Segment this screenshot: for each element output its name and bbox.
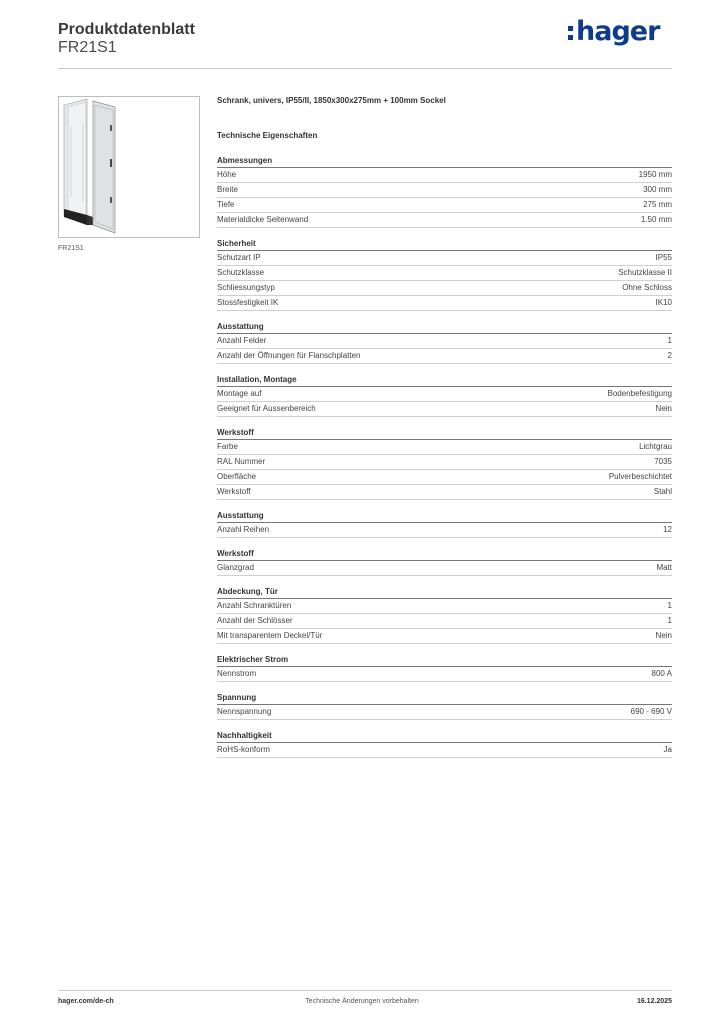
property-label: Anzahl Felder (217, 336, 267, 345)
section-title: Werkstoff (217, 548, 672, 561)
property-value: IP55 (655, 253, 672, 262)
section-title: Ausstattung (217, 510, 672, 523)
property-row (217, 168, 672, 183)
property-value: Nein (655, 631, 672, 640)
property-label: Schutzklasse (217, 268, 265, 277)
property-row (217, 523, 672, 538)
property-label: Mit transparentem Deckel/Tür (217, 631, 323, 640)
property-section (217, 654, 672, 682)
property-value: 275 mm (643, 200, 672, 209)
property-label: Tiefe (217, 200, 235, 209)
property-value: 2 (667, 351, 672, 360)
property-section (217, 548, 672, 576)
property-label: Anzahl Schranktüren (217, 601, 292, 610)
property-section (217, 692, 672, 720)
property-row (217, 251, 672, 266)
section-title: Nachhaltigkeit (217, 730, 672, 743)
product-details (217, 95, 672, 758)
property-value: Pulverbeschichtet (608, 472, 672, 481)
logo-text: hager (576, 15, 660, 47)
page-title: Produktdatenblatt (58, 21, 195, 38)
property-label: RAL Nummer (217, 457, 266, 466)
property-row (217, 705, 672, 720)
property-label: Werkstoff (217, 487, 251, 496)
product-image (58, 96, 200, 238)
property-label: Schutzart IP (217, 253, 261, 262)
property-label: Geeignet für Aussenbereich (217, 404, 316, 413)
property-label: Farbe (217, 442, 238, 451)
section-title: Installation, Montage (217, 374, 672, 387)
property-section (217, 586, 672, 644)
image-caption: FR21S1 (58, 245, 84, 252)
cabinet-illustration-icon (59, 97, 199, 237)
property-label: RoHS-konform (217, 745, 270, 754)
property-label: Breite (217, 185, 238, 194)
property-section (217, 374, 672, 417)
property-label: Glanzgrad (217, 563, 254, 572)
property-row (217, 485, 672, 500)
property-row (217, 281, 672, 296)
header-divider (58, 68, 672, 69)
property-label: Höhe (217, 170, 237, 179)
section-title: Spannung (217, 692, 672, 705)
property-section (217, 730, 672, 758)
product-code: FR21S1 (58, 39, 117, 56)
property-label: Anzahl der Öffnungen für Flanschplatten (217, 351, 361, 360)
properties-sections (217, 155, 672, 758)
property-row (217, 213, 672, 228)
property-value: Lichtgrau (639, 442, 672, 451)
property-value: 1.50 mm (640, 215, 672, 224)
footer-website: hager.com/de-ch (58, 998, 114, 1005)
property-section (217, 321, 672, 364)
property-value: Stahl (653, 487, 672, 496)
property-label: Anzahl Reihen (217, 525, 270, 534)
property-row (217, 455, 672, 470)
property-row (217, 470, 672, 485)
property-section (217, 238, 672, 311)
property-value: 7035 (654, 457, 672, 466)
footer-note: Technische Änderungen vorbehalten (305, 998, 419, 1005)
property-label: Schliessungstyp (217, 283, 275, 292)
property-row (217, 387, 672, 402)
section-title: Elektrischer Strom (217, 654, 672, 667)
property-label: Stossfestigkeit IK (217, 298, 279, 307)
property-row (217, 743, 672, 758)
property-row (217, 614, 672, 629)
property-row (217, 349, 672, 364)
section-title: Sicherheit (217, 238, 672, 251)
property-row (217, 561, 672, 576)
property-row (217, 183, 672, 198)
product-name: Schrank, univers, IP55/II, 1850x300x275mm + 100mm Sockel (217, 96, 446, 105)
property-label: Montage auf (217, 389, 262, 398)
footer-divider (58, 990, 672, 991)
property-section (217, 427, 672, 500)
property-row (217, 667, 672, 682)
property-row (217, 296, 672, 311)
property-label: Materialdicke Seitenwand (217, 215, 309, 224)
property-row (217, 266, 672, 281)
property-value: Ohne Schloss (622, 283, 672, 292)
property-label: Nennstrom (217, 669, 257, 678)
property-label: Oberfläche (217, 472, 257, 481)
property-value: 1 (667, 601, 672, 610)
logo-dots-icon (568, 26, 573, 40)
property-label: Nennspannung (217, 707, 272, 716)
property-row (217, 402, 672, 417)
footer-date: 16.12.2025 (636, 998, 672, 1005)
property-section (217, 155, 672, 228)
property-row (217, 334, 672, 349)
property-value: 12 (663, 525, 672, 534)
property-value: 1 (667, 616, 672, 625)
property-value: Schutzklasse II (618, 268, 672, 277)
property-row (217, 599, 672, 614)
section-title: Abmessungen (217, 155, 672, 168)
section-title: Werkstoff (217, 427, 672, 440)
property-label: Anzahl der Schlösser (217, 616, 293, 625)
property-value: 800 A (651, 669, 672, 678)
property-value: Bodenbefestigung (607, 389, 672, 398)
property-row (217, 198, 672, 213)
property-value: IK10 (655, 298, 672, 307)
property-value: 690 - 690 V (630, 707, 672, 716)
property-row (217, 629, 672, 644)
tech-properties-heading: Technische Eigenschaften (217, 131, 318, 140)
section-title: Abdeckung, Tür (217, 586, 672, 599)
property-row (217, 440, 672, 455)
property-section (217, 510, 672, 538)
hager-logo (568, 14, 659, 48)
property-value: Nein (655, 404, 672, 413)
property-value: Matt (656, 563, 672, 572)
property-value: 300 mm (643, 185, 672, 194)
property-value: 1950 mm (638, 170, 672, 179)
section-title: Ausstattung (217, 321, 672, 334)
property-value: 1 (667, 336, 672, 345)
property-value: Ja (663, 745, 672, 754)
